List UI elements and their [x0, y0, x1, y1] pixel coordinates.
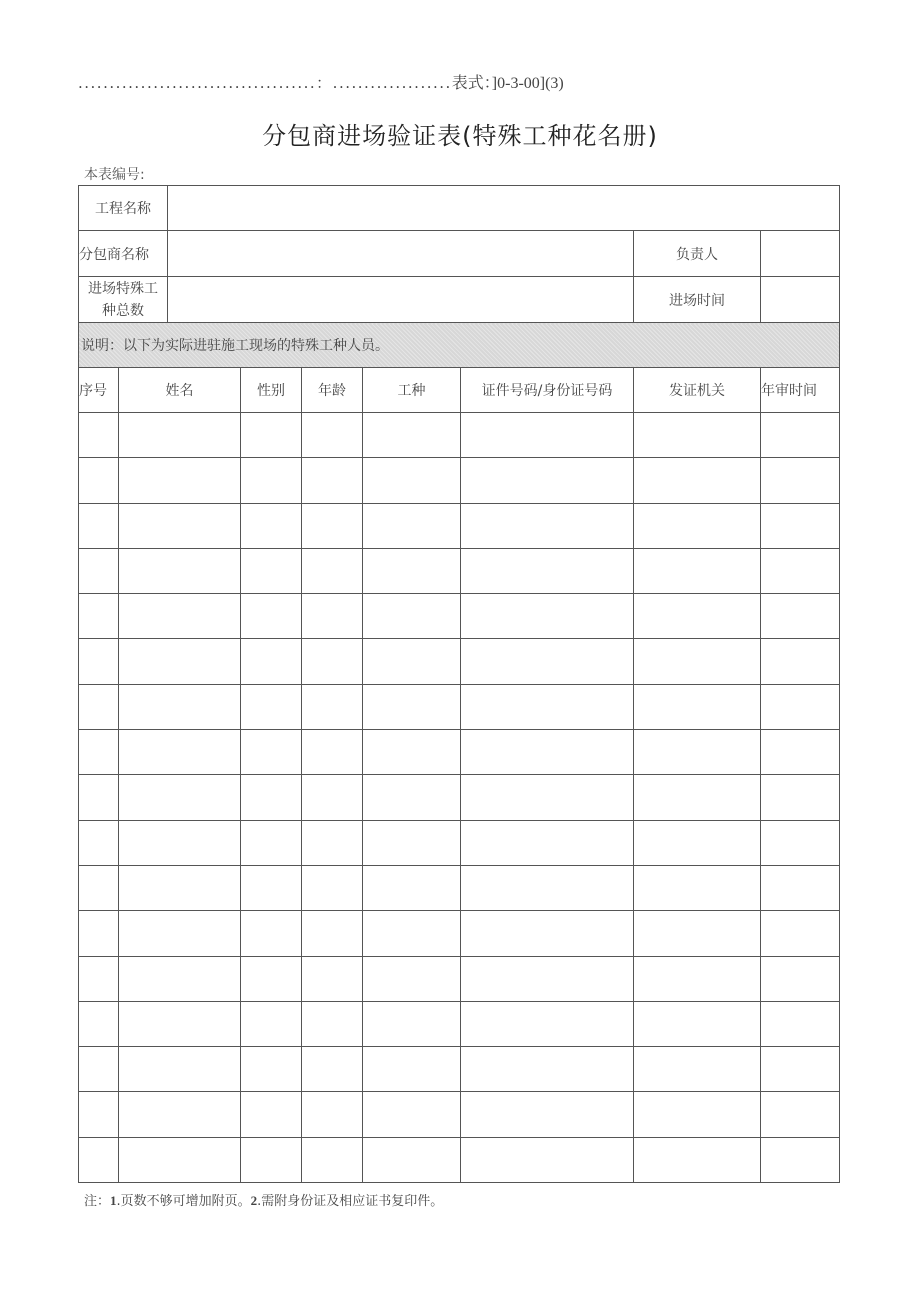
age-cell[interactable]	[302, 865, 363, 910]
name-cell[interactable]	[119, 865, 241, 910]
index-cell[interactable]	[79, 865, 119, 910]
annual-review-cell[interactable]	[761, 639, 840, 684]
age-cell[interactable]	[302, 458, 363, 503]
gender-cell[interactable]	[241, 730, 302, 775]
gender-cell[interactable]	[241, 413, 302, 458]
id-number-cell[interactable]	[461, 865, 634, 910]
subcontractor-row	[79, 231, 840, 277]
note-row	[79, 323, 840, 368]
footnote-number-1: 1	[110, 1193, 117, 1208]
column-header-trade: 工种	[363, 368, 461, 413]
index-cell[interactable]	[79, 1001, 119, 1046]
gender-cell[interactable]	[241, 548, 302, 593]
table-row	[79, 639, 840, 684]
name-cell[interactable]	[119, 911, 241, 956]
form-code: 表式：]0-3-00](3)	[451, 75, 564, 92]
trade-cell[interactable]	[363, 639, 461, 684]
column-header-age: 年龄	[302, 368, 363, 413]
entry-time-field[interactable]	[761, 277, 840, 323]
name-cell[interactable]	[119, 820, 241, 865]
project-name-field[interactable]	[168, 186, 840, 231]
trade-cell[interactable]	[363, 820, 461, 865]
table-row	[79, 911, 840, 956]
trade-cell[interactable]	[363, 413, 461, 458]
table-row	[79, 1092, 840, 1137]
issuing-authority-cell[interactable]	[634, 1137, 761, 1182]
table-row	[79, 820, 840, 865]
index-cell[interactable]	[79, 413, 119, 458]
index-cell[interactable]	[79, 911, 119, 956]
column-header-gender: 性别	[241, 368, 302, 413]
index-cell[interactable]	[79, 730, 119, 775]
project-name-label: 工程名称	[79, 186, 168, 231]
age-cell[interactable]	[302, 730, 363, 775]
table-row	[79, 956, 840, 1001]
age-cell[interactable]	[302, 1047, 363, 1092]
age-cell[interactable]	[302, 594, 363, 639]
issuing-authority-cell[interactable]	[634, 911, 761, 956]
id-number-cell[interactable]	[461, 458, 634, 503]
header-dots: ......................................：...................	[78, 74, 452, 92]
annual-review-cell[interactable]	[761, 1047, 840, 1092]
table-row	[79, 684, 840, 729]
id-number-cell[interactable]	[461, 548, 634, 593]
name-cell[interactable]	[119, 956, 241, 1001]
age-cell[interactable]	[302, 1137, 363, 1182]
worker-rows	[79, 413, 840, 1183]
gender-cell[interactable]	[241, 639, 302, 684]
name-cell[interactable]	[119, 458, 241, 503]
trade-cell[interactable]	[363, 594, 461, 639]
age-cell[interactable]	[302, 1092, 363, 1137]
annual-review-cell[interactable]	[761, 911, 840, 956]
trade-cell[interactable]	[363, 1001, 461, 1046]
age-cell[interactable]	[302, 639, 363, 684]
name-cell[interactable]	[119, 548, 241, 593]
column-header-issuing-authority: 发证机关	[634, 368, 761, 413]
id-number-cell[interactable]	[461, 956, 634, 1001]
issuing-authority-cell[interactable]	[634, 548, 761, 593]
id-number-cell[interactable]	[461, 1047, 634, 1092]
id-number-cell[interactable]	[461, 911, 634, 956]
trade-cell[interactable]	[363, 1047, 461, 1092]
issuing-authority-cell[interactable]	[634, 413, 761, 458]
table-row	[79, 1137, 840, 1182]
special-workers-total-field[interactable]	[168, 277, 634, 323]
annual-review-cell[interactable]	[761, 458, 840, 503]
issuing-authority-cell[interactable]	[634, 458, 761, 503]
index-cell[interactable]	[79, 1092, 119, 1137]
subcontractor-field[interactable]	[168, 231, 634, 277]
table-row	[79, 775, 840, 820]
name-cell[interactable]	[119, 1092, 241, 1137]
id-number-cell[interactable]	[461, 1001, 634, 1046]
entry-time-label: 进场时间	[634, 277, 761, 323]
footnote	[84, 1190, 443, 1209]
issuing-authority-cell[interactable]	[634, 730, 761, 775]
index-cell[interactable]	[79, 548, 119, 593]
gender-cell[interactable]	[241, 1137, 302, 1182]
trade-cell[interactable]	[363, 458, 461, 503]
person-in-charge-field[interactable]	[761, 231, 840, 277]
name-cell[interactable]	[119, 503, 241, 548]
table-row	[79, 503, 840, 548]
trade-cell[interactable]	[363, 730, 461, 775]
column-header-id-number: 证件号码/身份证号码	[461, 368, 634, 413]
trade-cell[interactable]	[363, 865, 461, 910]
table-number-label: 本表编号:	[84, 167, 145, 183]
index-cell[interactable]	[79, 458, 119, 503]
annual-review-cell[interactable]	[761, 548, 840, 593]
trade-cell[interactable]	[363, 956, 461, 1001]
annual-review-cell[interactable]	[761, 775, 840, 820]
issuing-authority-cell[interactable]	[634, 1092, 761, 1137]
index-cell[interactable]	[79, 503, 119, 548]
name-cell[interactable]	[119, 413, 241, 458]
gender-cell[interactable]	[241, 865, 302, 910]
annual-review-cell[interactable]	[761, 956, 840, 1001]
index-cell[interactable]	[79, 639, 119, 684]
footnote-number-2: 2	[250, 1193, 258, 1208]
trade-cell[interactable]	[363, 1092, 461, 1137]
note-text: 说明：以下为实际进驻施工现场的特殊工种人员。	[79, 323, 840, 368]
issuing-authority-cell[interactable]	[634, 684, 761, 729]
gender-cell[interactable]	[241, 911, 302, 956]
gender-cell[interactable]	[241, 503, 302, 548]
issuing-authority-cell[interactable]	[634, 594, 761, 639]
column-header-index: 序号	[79, 368, 119, 413]
age-cell[interactable]	[302, 684, 363, 729]
id-number-cell[interactable]	[461, 820, 634, 865]
gender-cell[interactable]	[241, 820, 302, 865]
annual-review-cell[interactable]	[761, 684, 840, 729]
special-workers-total-label: 进场特殊工种总数	[79, 277, 168, 323]
issuing-authority-cell[interactable]	[634, 639, 761, 684]
issuing-authority-cell[interactable]	[634, 865, 761, 910]
page-title: 分包商进场验证表(特殊工种花名册)	[262, 122, 658, 150]
age-cell[interactable]	[302, 775, 363, 820]
footnote-text-1: .页数不够可增加附页。	[116, 1194, 251, 1209]
age-cell[interactable]	[302, 911, 363, 956]
issuing-authority-cell[interactable]	[634, 1001, 761, 1046]
gender-cell[interactable]	[241, 1001, 302, 1046]
annual-review-cell[interactable]	[761, 1001, 840, 1046]
name-cell[interactable]	[119, 1137, 241, 1182]
id-number-cell[interactable]	[461, 639, 634, 684]
gender-cell[interactable]	[241, 1047, 302, 1092]
id-number-cell[interactable]	[461, 1137, 634, 1182]
table-row	[79, 730, 840, 775]
index-cell[interactable]	[79, 956, 119, 1001]
age-cell[interactable]	[302, 1001, 363, 1046]
age-cell[interactable]	[302, 503, 363, 548]
annual-review-cell[interactable]	[761, 413, 840, 458]
age-cell[interactable]	[302, 956, 363, 1001]
project-name-row	[79, 186, 840, 231]
trade-cell[interactable]	[363, 1137, 461, 1182]
index-cell[interactable]	[79, 820, 119, 865]
id-number-cell[interactable]	[461, 503, 634, 548]
trade-cell[interactable]	[363, 548, 461, 593]
id-number-cell[interactable]	[461, 1092, 634, 1137]
verification-form-table	[78, 185, 840, 1183]
issuing-authority-cell[interactable]	[634, 775, 761, 820]
person-in-charge-label: 负责人	[634, 231, 761, 277]
table-row	[79, 413, 840, 458]
gender-cell[interactable]	[241, 594, 302, 639]
name-cell[interactable]	[119, 594, 241, 639]
gender-cell[interactable]	[241, 956, 302, 1001]
index-cell[interactable]	[79, 684, 119, 729]
table-row	[79, 594, 840, 639]
gender-cell[interactable]	[241, 775, 302, 820]
age-cell[interactable]	[302, 548, 363, 593]
column-header-annual-review: 年审时间	[761, 368, 840, 413]
issuing-authority-cell[interactable]	[634, 956, 761, 1001]
table-row	[79, 1001, 840, 1046]
name-cell[interactable]	[119, 1047, 241, 1092]
id-number-cell[interactable]	[461, 594, 634, 639]
issuing-authority-cell[interactable]	[634, 820, 761, 865]
annual-review-cell[interactable]	[761, 1137, 840, 1182]
age-cell[interactable]	[302, 413, 363, 458]
index-cell[interactable]	[79, 775, 119, 820]
id-number-cell[interactable]	[461, 775, 634, 820]
gender-cell[interactable]	[241, 1092, 302, 1137]
trade-cell[interactable]	[363, 684, 461, 729]
id-number-cell[interactable]	[461, 730, 634, 775]
annual-review-cell[interactable]	[761, 865, 840, 910]
name-cell[interactable]	[119, 775, 241, 820]
table-row	[79, 865, 840, 910]
name-cell[interactable]	[119, 1001, 241, 1046]
trade-cell[interactable]	[363, 503, 461, 548]
index-cell[interactable]	[79, 594, 119, 639]
footnote-prefix: 注：	[84, 1194, 111, 1209]
issuing-authority-cell[interactable]	[634, 1047, 761, 1092]
trade-cell[interactable]	[363, 911, 461, 956]
trade-cell[interactable]	[363, 775, 461, 820]
table-row	[79, 548, 840, 593]
annual-review-cell[interactable]	[761, 730, 840, 775]
name-cell[interactable]	[119, 639, 241, 684]
annual-review-cell[interactable]	[761, 594, 840, 639]
table-row	[79, 1047, 840, 1092]
column-header-name: 姓名	[119, 368, 241, 413]
id-number-cell[interactable]	[461, 413, 634, 458]
index-cell[interactable]	[79, 1047, 119, 1092]
annual-review-cell[interactable]	[761, 820, 840, 865]
column-header-row	[79, 368, 840, 413]
name-cell[interactable]	[119, 684, 241, 729]
index-cell[interactable]	[79, 1137, 119, 1182]
issuing-authority-cell[interactable]	[634, 503, 761, 548]
annual-review-cell[interactable]	[761, 503, 840, 548]
form-code-line	[78, 70, 838, 93]
name-cell[interactable]	[119, 730, 241, 775]
annual-review-cell[interactable]	[761, 1092, 840, 1137]
age-cell[interactable]	[302, 820, 363, 865]
gender-cell[interactable]	[241, 684, 302, 729]
footnote-text-2: .需附身份证及相应证书复印件。	[257, 1194, 444, 1209]
table-row	[79, 458, 840, 503]
gender-cell[interactable]	[241, 458, 302, 503]
subcontractor-label: 分包商名称	[79, 231, 168, 277]
id-number-cell[interactable]	[461, 684, 634, 729]
total-workers-row	[79, 277, 840, 323]
